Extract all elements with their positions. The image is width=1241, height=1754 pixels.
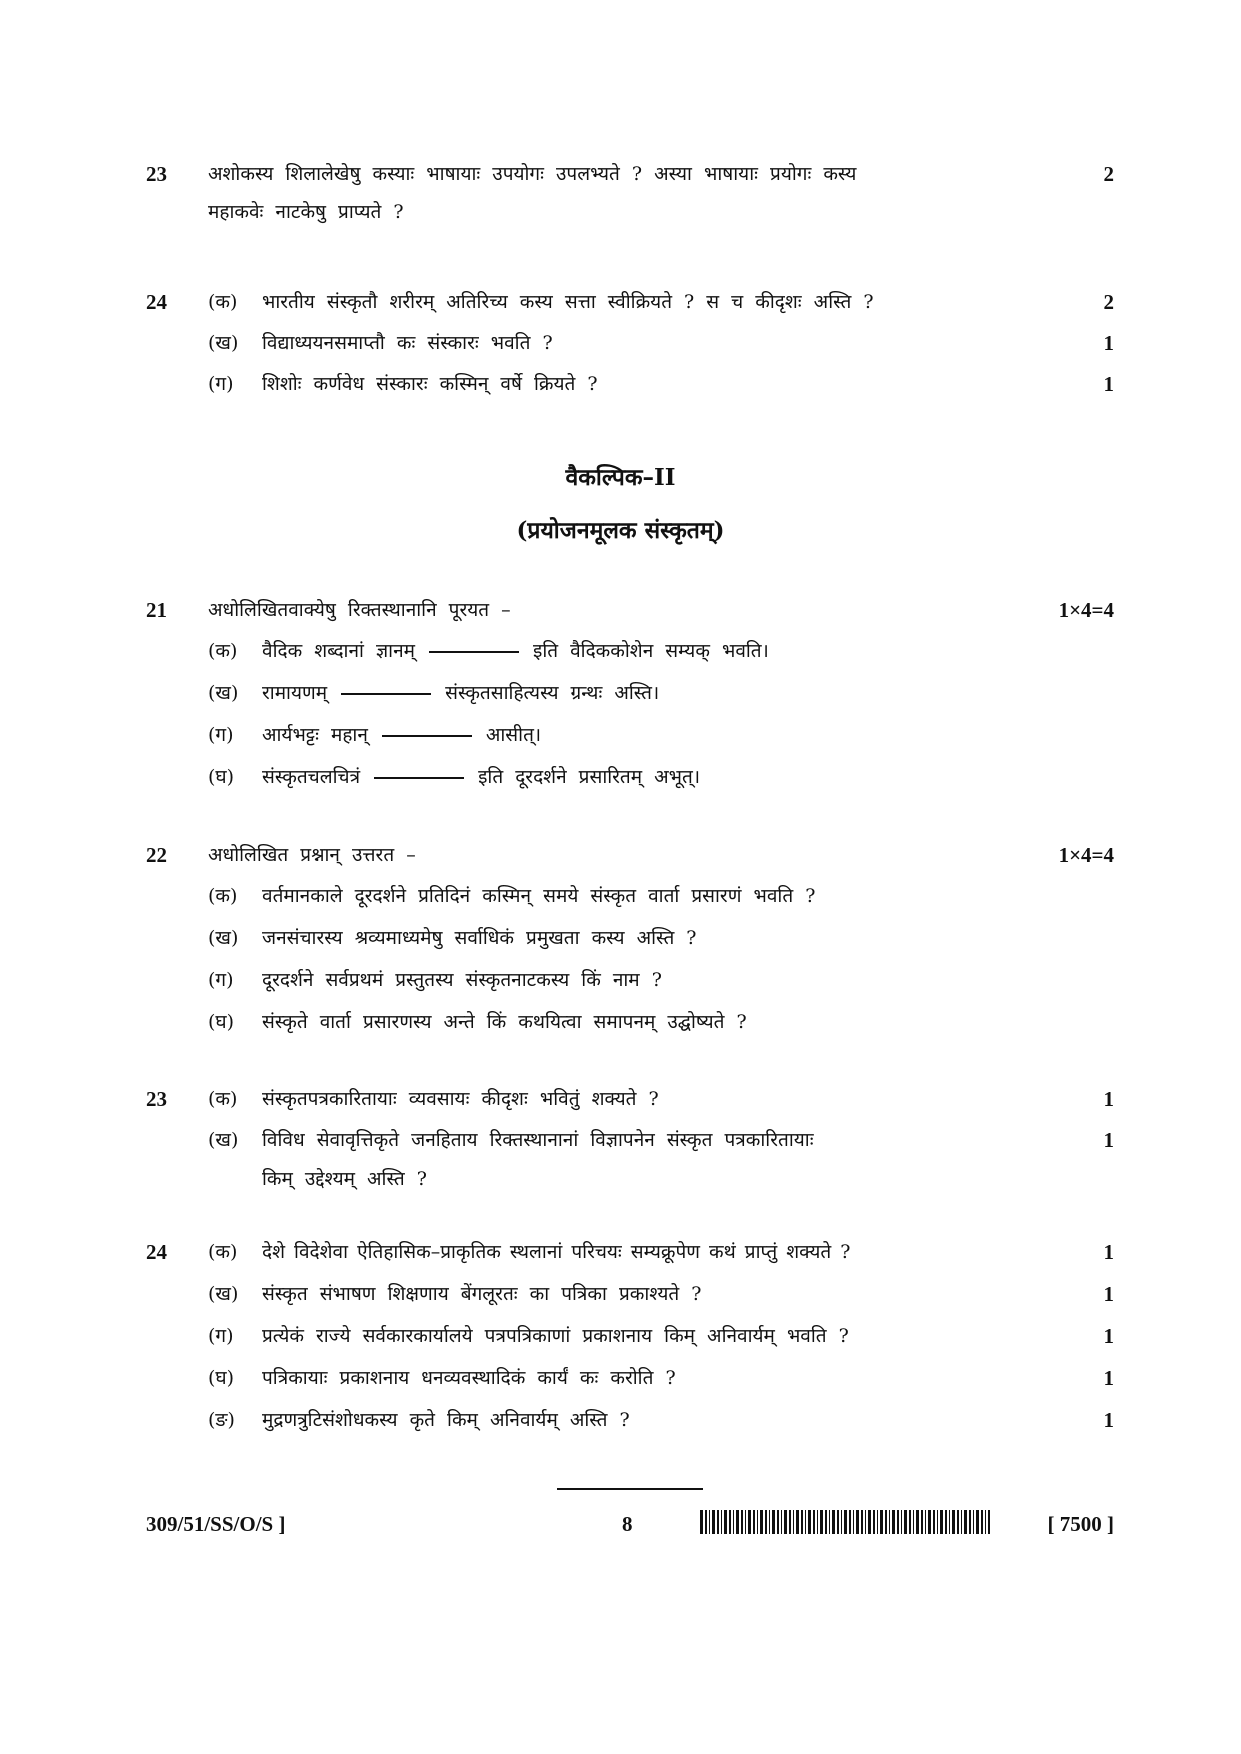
copy-count: [ 7500 ] — [1047, 1512, 1114, 1536]
marks: 1 — [1103, 1408, 1114, 1432]
sub-question-text: विविध सेवावृत्तिकृते जनहिताय रिक्तस्थानानां विज्ञापनेन संस्कृत पत्रकारितायाः — [262, 1129, 814, 1151]
marks: 1×4=4 — [1058, 598, 1114, 622]
sub-label: (ङ) — [208, 1409, 235, 1431]
blank-line — [382, 735, 472, 737]
sub-question-text-continued: किम् उद्देश्यम् अस्ति ? — [262, 1168, 427, 1190]
sub-question-text: भारतीय संस्कृतौ शरीरम् अतिरिच्य कस्य सत्ता स्वीक्रियते ? स च कीदृशः अस्ति ? — [262, 291, 874, 313]
sub-question-text: देशे विदेशेवा ऐतिहासिक–प्राकृतिक स्थलानां परिचयः सम्यक्रूपेण कथं प्राप्तुं शक्यते ? — [262, 1241, 851, 1263]
sub-label: (ख) — [208, 682, 239, 704]
text-before-blank: रामायणम् — [262, 682, 328, 704]
sub-label: (ग) — [208, 373, 234, 395]
sub-question-text: शिशोः कर्णवेध संस्कारः कस्मिन् वर्षे क्रियते ? — [262, 373, 598, 395]
fill-blank-item — [262, 679, 659, 705]
fill-blank-item — [262, 763, 700, 789]
question-number: 21 — [146, 598, 167, 622]
sub-label: (ग) — [208, 724, 234, 746]
question-number: 23 — [146, 162, 167, 186]
sub-question-text: संस्कृते वार्ता प्रसारणस्य अन्ते किं कथयित्वा समापनम् उद्घोष्यते ? — [262, 1011, 747, 1033]
question-number: 22 — [146, 843, 167, 867]
sub-question-text: संस्कृतपत्रकारितायाः व्यवसायः कीदृशः भवितुं शक्यते ? — [262, 1088, 659, 1110]
marks: 1 — [1103, 1128, 1114, 1152]
question-number: 24 — [146, 290, 167, 314]
barcode-icon — [700, 1510, 990, 1534]
blank-line — [429, 651, 519, 653]
question-number: 24 — [146, 1240, 167, 1264]
sub-label: (ख) — [208, 1283, 239, 1305]
sub-label: (घ) — [208, 1011, 235, 1033]
question-number: 23 — [146, 1087, 167, 1111]
text-before-blank: संस्कृतचलचित्रं — [262, 766, 361, 788]
paper-code: 309/51/SS/O/S ] — [146, 1512, 286, 1536]
sub-question-text: वर्तमानकाले दूरदर्शने प्रतिदिनं कस्मिन् समये संस्कृत वार्ता प्रसारणं भवति ? — [262, 885, 816, 907]
blank-line — [341, 693, 431, 695]
sub-label: (ख) — [208, 1129, 239, 1151]
text-after-blank: इति वैदिककोशेन सम्यक् भवति। — [532, 640, 769, 662]
text-after-blank: आसीत्। — [485, 724, 542, 746]
marks: 1 — [1103, 1366, 1114, 1390]
marks: 1×4=4 — [1058, 843, 1114, 867]
sub-label: (ख) — [208, 927, 239, 949]
question-text-continued: महाकवेः नाटकेषु प्राप्यते ? — [208, 201, 404, 223]
sub-question-text: पत्रिकायाः प्रकाशनाय धनव्यवस्थादिकं कार्यं कः करोति ? — [262, 1367, 676, 1389]
sub-label: (ग) — [208, 969, 234, 991]
marks: 2 — [1103, 290, 1114, 314]
marks: 1 — [1103, 1282, 1114, 1306]
sub-label: (घ) — [208, 766, 235, 788]
blank-line — [374, 777, 464, 779]
fill-blank-item — [262, 721, 541, 747]
sub-question-text: विद्याध्ययनसमाप्तौ कः संस्कारः भवति ? — [262, 332, 553, 354]
question-prompt: अधोलिखित प्रश्नान् उत्तरत – — [208, 844, 416, 866]
sub-question-text: दूरदर्शने सर्वप्रथमं प्रस्तुतस्य संस्कृतनाटकस्य किं नाम ? — [262, 969, 662, 991]
fill-blank-item — [262, 637, 769, 663]
sub-label: (ख) — [208, 332, 239, 354]
section-subtitle: (प्रयोजनमूलक संस्कृतम्) — [516, 517, 725, 544]
text-before-blank: आर्यभट्टः महान् — [262, 724, 368, 746]
sub-question-text: प्रत्येकं राज्ये सर्वकारकार्यालये पत्रपत्रिकाणां प्रकाशनाय किम् अनिवार्यम् भवति ? — [262, 1325, 849, 1347]
sub-label: (घ) — [208, 1367, 235, 1389]
marks: 1 — [1103, 1324, 1114, 1348]
text-after-blank: इति दूरदर्शने प्रसारितम् अभूत्। — [478, 766, 701, 788]
text-before-blank: वैदिक शब्दानां ज्ञानम् — [262, 640, 415, 662]
text-after-blank: संस्कृतसाहित्यस्य ग्रन्थः अस्ति। — [445, 682, 660, 704]
sub-question-text: मुद्रणत्रुटिसंशोधकस्य कृते किम् अनिवार्यम् अस्ति ? — [262, 1409, 630, 1431]
marks: 2 — [1103, 162, 1114, 186]
marks: 1 — [1103, 1240, 1114, 1264]
footer-rule — [557, 1488, 703, 1490]
sub-label: (क) — [208, 291, 238, 313]
sub-label: (क) — [208, 1241, 238, 1263]
sub-label: (क) — [208, 1088, 238, 1110]
sub-label: (क) — [208, 885, 238, 907]
section-title: वैकल्पिक–II — [565, 464, 676, 491]
question-text: अशोकस्य शिलालेखेषु कस्याः भाषायाः उपयोगः उपलभ्यते ? अस्या भाषायाः प्रयोगः कस्य — [208, 163, 857, 185]
sub-label: (क) — [208, 640, 238, 662]
sub-question-text: संस्कृत संभाषण शिक्षणाय बेंगलूरतः का पत्रिका प्रकाश्यते ? — [262, 1283, 702, 1305]
marks: 1 — [1103, 331, 1114, 355]
page-number: 8 — [622, 1512, 633, 1536]
marks: 1 — [1103, 1087, 1114, 1111]
marks: 1 — [1103, 372, 1114, 396]
sub-question-text: जनसंचारस्य श्रव्यमाध्यमेषु सर्वाधिकं प्रमुखता कस्य अस्ति ? — [262, 927, 697, 949]
question-prompt: अधोलिखितवाक्येषु रिक्तस्थानानि पूरयत – — [208, 599, 511, 621]
sub-label: (ग) — [208, 1325, 234, 1347]
